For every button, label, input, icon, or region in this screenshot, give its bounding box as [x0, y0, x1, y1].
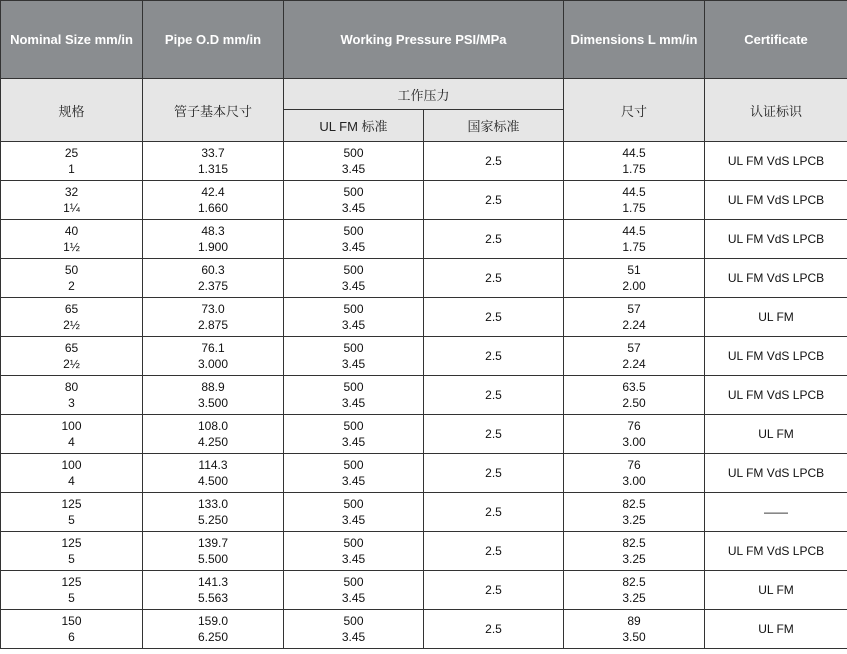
ul-fm-pressure-cell — [284, 376, 424, 415]
ul-fm-pressure-cell — [284, 337, 424, 376]
dimension-mm: 63.5 — [622, 380, 646, 394]
pressure-mpa: 3.45 — [341, 591, 366, 605]
pipe-od-cell — [143, 610, 284, 649]
table-row — [1, 181, 847, 220]
header-ul-fm-standard: UL FM 标准 — [284, 110, 424, 142]
ul-fm-pressure-cell — [284, 142, 424, 181]
pipe-od-cell — [143, 493, 284, 532]
od-in: 2.875 — [197, 318, 229, 332]
header-working-pressure: Working Pressure PSI/MPa — [284, 1, 564, 79]
pressure-psi: 500 — [343, 497, 364, 511]
dimension-mm: 44.5 — [622, 146, 646, 160]
certificate-cell: UL FM — [705, 571, 847, 610]
table-row — [1, 610, 847, 649]
national-pressure-cell: 2.5 — [424, 610, 564, 649]
od-mm: 133.0 — [197, 497, 229, 511]
size-in: 5 — [68, 591, 75, 605]
certificate-cell: UL FM VdS LPCB — [705, 532, 847, 571]
size-in: 1 — [68, 162, 75, 176]
pressure-psi: 500 — [343, 263, 364, 277]
pressure-psi: 500 — [343, 419, 364, 433]
dimension-mm: 44.5 — [622, 224, 646, 238]
header-pipe-size-cn: 管子基本尺寸 — [143, 79, 284, 142]
pressure-mpa: 3.45 — [341, 162, 366, 176]
od-in: 5.250 — [197, 513, 229, 527]
table-row — [1, 532, 847, 571]
pressure-mpa: 3.45 — [341, 318, 366, 332]
table-row — [1, 454, 847, 493]
size-mm: 32 — [64, 185, 79, 199]
dimension-cell — [564, 181, 705, 220]
pressure-psi: 500 — [343, 614, 364, 628]
pipe-od-cell — [143, 376, 284, 415]
dimension-mm: 82.5 — [622, 497, 646, 511]
dimension-in: 1.75 — [622, 201, 646, 215]
certificate-cell: UL FM — [705, 415, 847, 454]
pipe-od-cell — [143, 415, 284, 454]
dimension-in: 2.24 — [622, 357, 646, 371]
size-in: 2 — [68, 279, 75, 293]
size-in: 4 — [68, 474, 75, 488]
pressure-psi: 500 — [343, 146, 364, 160]
pressure-psi: 500 — [343, 575, 364, 589]
size-in: 4 — [68, 435, 75, 449]
header-pipe-od: Pipe O.D mm/in — [143, 1, 284, 79]
table-row — [1, 493, 847, 532]
nominal-size-cell — [1, 220, 143, 259]
nominal-size-cell — [1, 532, 143, 571]
od-mm: 108.0 — [197, 419, 229, 433]
english-header-row — [1, 1, 847, 79]
pressure-mpa: 3.45 — [341, 240, 366, 254]
pressure-mpa: 3.45 — [341, 435, 366, 449]
national-pressure-cell: 2.5 — [424, 298, 564, 337]
certificate-cell: UL FM VdS LPCB — [705, 337, 847, 376]
size-mm: 125 — [61, 575, 82, 589]
pipe-od-cell — [143, 337, 284, 376]
size-mm: 150 — [61, 614, 82, 628]
nominal-size-cell — [1, 493, 143, 532]
certificate-cell: UL FM VdS LPCB — [705, 181, 847, 220]
ul-fm-pressure-cell — [284, 493, 424, 532]
pipe-od-cell — [143, 571, 284, 610]
national-pressure-cell: 2.5 — [424, 493, 564, 532]
dimension-mm: 57 — [627, 341, 641, 355]
ul-fm-pressure-cell — [284, 454, 424, 493]
pressure-mpa: 3.45 — [341, 396, 366, 410]
national-pressure-cell: 2.5 — [424, 181, 564, 220]
pressure-psi: 500 — [343, 302, 364, 316]
ul-fm-pressure-cell — [284, 571, 424, 610]
table-row — [1, 415, 847, 454]
size-mm: 100 — [61, 419, 82, 433]
nominal-size-cell — [1, 259, 143, 298]
size-in: 5 — [68, 513, 75, 527]
dimension-cell — [564, 142, 705, 181]
pressure-psi: 500 — [343, 341, 364, 355]
pipe-od-cell — [143, 259, 284, 298]
table-row — [1, 376, 847, 415]
size-in: 3 — [68, 396, 75, 410]
size-in: 1½ — [63, 240, 80, 254]
pipe-od-cell — [143, 532, 284, 571]
dimension-in: 3.50 — [622, 630, 646, 644]
od-mm: 139.7 — [197, 536, 229, 550]
od-in: 4.500 — [197, 474, 229, 488]
national-pressure-cell: 2.5 — [424, 142, 564, 181]
od-mm: 33.7 — [201, 146, 225, 160]
header-dimensions: Dimensions L mm/in — [564, 1, 705, 79]
od-in: 1.315 — [197, 162, 229, 176]
nominal-size-cell — [1, 610, 143, 649]
size-mm: 125 — [61, 536, 82, 550]
ul-fm-pressure-cell — [284, 181, 424, 220]
dimension-cell — [564, 337, 705, 376]
dimension-in: 3.25 — [622, 591, 646, 605]
pressure-mpa: 3.45 — [341, 513, 366, 527]
ul-fm-pressure-cell — [284, 532, 424, 571]
od-mm: 73.0 — [201, 302, 225, 316]
table-row — [1, 298, 847, 337]
certificate-cell: UL FM VdS LPCB — [705, 220, 847, 259]
chinese-header-row — [1, 79, 847, 110]
nominal-size-cell — [1, 376, 143, 415]
header-certificate-cn: 认证标识 — [705, 79, 847, 142]
od-mm: 76.1 — [201, 341, 225, 355]
nominal-size-cell — [1, 454, 143, 493]
dimension-cell — [564, 454, 705, 493]
od-mm: 159.0 — [197, 614, 229, 628]
pressure-mpa: 3.45 — [341, 357, 366, 371]
od-mm: 88.9 — [201, 380, 225, 394]
dimension-cell — [564, 259, 705, 298]
size-mm: 65 — [64, 302, 79, 316]
certificate-cell: UL FM — [705, 610, 847, 649]
table-row — [1, 142, 847, 181]
ul-fm-pressure-cell — [284, 220, 424, 259]
size-in: 5 — [68, 552, 75, 566]
certificate-cell: UL FM VdS LPCB — [705, 376, 847, 415]
dimension-cell — [564, 610, 705, 649]
pressure-mpa: 3.45 — [341, 552, 366, 566]
dimension-mm: 44.5 — [622, 185, 646, 199]
header-certificate: Certificate — [705, 1, 847, 79]
table-body — [1, 142, 847, 649]
dimension-mm: 82.5 — [622, 536, 646, 550]
od-in: 6.250 — [197, 630, 229, 644]
national-pressure-cell: 2.5 — [424, 220, 564, 259]
pipe-od-cell — [143, 454, 284, 493]
header-spec-cn: 规格 — [1, 79, 143, 142]
table-row — [1, 259, 847, 298]
certificate-cell: UL FM VdS LPCB — [705, 454, 847, 493]
pressure-psi: 500 — [343, 458, 364, 472]
header-dimension-cn: 尺寸 — [564, 79, 705, 142]
national-pressure-cell: 2.5 — [424, 454, 564, 493]
table-row — [1, 571, 847, 610]
national-pressure-cell: 2.5 — [424, 259, 564, 298]
pipe-od-cell — [143, 220, 284, 259]
dimension-mm: 76 — [627, 419, 641, 433]
dimension-mm: 82.5 — [622, 575, 646, 589]
dimension-cell — [564, 298, 705, 337]
size-mm: 50 — [64, 263, 79, 277]
national-pressure-cell: 2.5 — [424, 532, 564, 571]
dimension-in: 2.00 — [622, 279, 646, 293]
nominal-size-cell — [1, 337, 143, 376]
od-in: 4.250 — [197, 435, 229, 449]
ul-fm-pressure-cell — [284, 259, 424, 298]
nominal-size-cell — [1, 181, 143, 220]
nominal-size-cell — [1, 298, 143, 337]
od-in: 3.000 — [197, 357, 229, 371]
od-mm: 141.3 — [197, 575, 229, 589]
size-in: 6 — [68, 630, 75, 644]
od-mm: 42.4 — [201, 185, 225, 199]
national-pressure-cell: 2.5 — [424, 337, 564, 376]
od-in: 5.563 — [197, 591, 229, 605]
pressure-mpa: 3.45 — [341, 630, 366, 644]
dimension-in: 3.00 — [622, 435, 646, 449]
od-in: 2.375 — [197, 279, 229, 293]
nominal-size-cell — [1, 571, 143, 610]
size-mm: 65 — [64, 341, 79, 355]
od-in: 5.500 — [197, 552, 229, 566]
dimension-mm: 89 — [627, 614, 641, 628]
size-in: 1¼ — [63, 201, 80, 215]
certificate-cell: UL FM VdS LPCB — [705, 259, 847, 298]
pressure-mpa: 3.45 — [341, 201, 366, 215]
dimension-mm: 51 — [627, 263, 641, 277]
table-row — [1, 337, 847, 376]
dimension-cell — [564, 220, 705, 259]
dimension-cell — [564, 493, 705, 532]
pressure-mpa: 3.45 — [341, 474, 366, 488]
size-in: 2½ — [63, 318, 80, 332]
size-mm: 125 — [61, 497, 82, 511]
header-national-standard: 国家标准 — [424, 110, 564, 142]
dimension-cell — [564, 415, 705, 454]
dimension-mm: 57 — [627, 302, 641, 316]
dimension-cell — [564, 376, 705, 415]
size-in: 2½ — [63, 357, 80, 371]
dimension-in: 2.24 — [622, 318, 646, 332]
header-working-pressure-cn: 工作压力 — [284, 79, 564, 110]
pipe-od-cell — [143, 142, 284, 181]
national-pressure-cell: 2.5 — [424, 376, 564, 415]
ul-fm-pressure-cell — [284, 298, 424, 337]
dimension-in: 1.75 — [622, 240, 646, 254]
dimension-in: 3.25 — [622, 552, 646, 566]
size-mm: 100 — [61, 458, 82, 472]
pressure-psi: 500 — [343, 185, 364, 199]
pressure-psi: 500 — [343, 536, 364, 550]
national-pressure-cell: 2.5 — [424, 571, 564, 610]
header-nominal-size: Nominal Size mm/in — [1, 1, 143, 79]
pipe-od-cell — [143, 298, 284, 337]
pipe-od-cell — [143, 181, 284, 220]
size-mm: 40 — [64, 224, 79, 238]
od-in: 3.500 — [197, 396, 229, 410]
ul-fm-pressure-cell — [284, 415, 424, 454]
nominal-size-cell — [1, 142, 143, 181]
pressure-psi: 500 — [343, 380, 364, 394]
ul-fm-pressure-cell — [284, 610, 424, 649]
certificate-cell: UL FM VdS LPCB — [705, 142, 847, 181]
dimension-mm: 76 — [627, 458, 641, 472]
dimension-cell — [564, 532, 705, 571]
dimension-in: 1.75 — [622, 162, 646, 176]
size-mm: 25 — [64, 146, 79, 160]
pressure-psi: 500 — [343, 224, 364, 238]
dimension-in: 2.50 — [622, 396, 646, 410]
certificate-cell: UL FM — [705, 298, 847, 337]
od-in: 1.900 — [197, 240, 229, 254]
pressure-mpa: 3.45 — [341, 279, 366, 293]
dimension-cell — [564, 571, 705, 610]
od-mm: 114.3 — [198, 458, 228, 472]
dimension-in: 3.25 — [622, 513, 646, 527]
national-pressure-cell: 2.5 — [424, 415, 564, 454]
od-mm: 60.3 — [201, 263, 225, 277]
dimension-in: 3.00 — [622, 474, 646, 488]
table-row — [1, 220, 847, 259]
size-mm: 80 — [64, 380, 79, 394]
od-in: 1.660 — [197, 201, 229, 215]
nominal-size-cell — [1, 415, 143, 454]
certificate-cell: —— — [705, 493, 847, 532]
od-mm: 48.3 — [201, 224, 225, 238]
